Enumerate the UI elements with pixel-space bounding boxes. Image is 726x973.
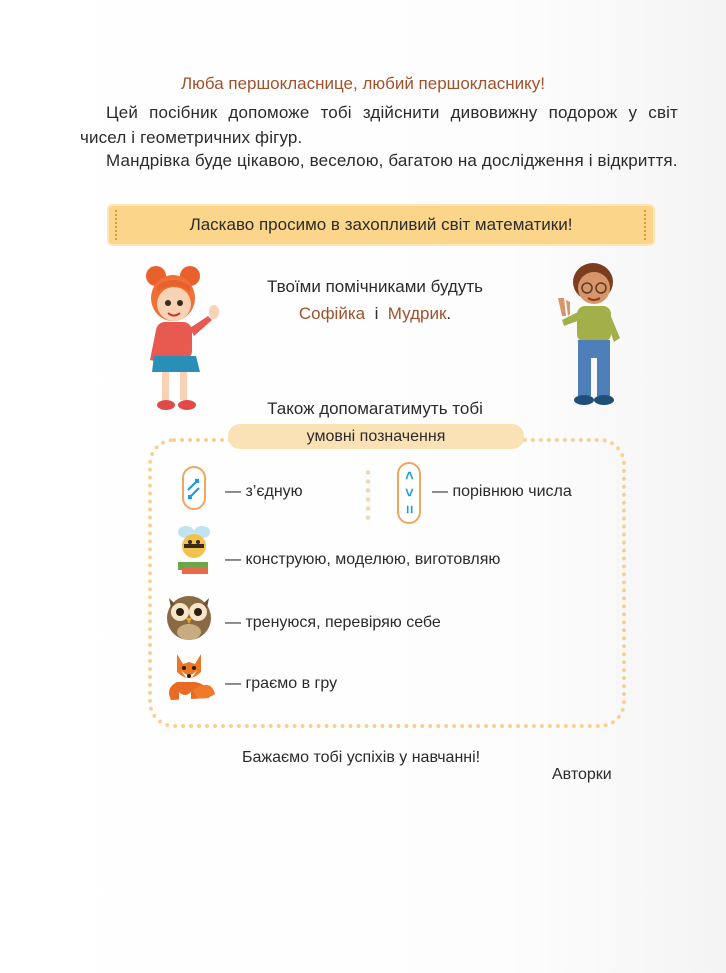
legend-connect-text: — з’єдную [225, 483, 303, 500]
legend-compare-text: — порівнюю числа [432, 483, 572, 500]
legend-divider-dots [364, 468, 372, 524]
helpers-line-2 [230, 300, 520, 327]
compare-symbol-greater: > [400, 488, 418, 497]
closing-wish: Бажаємо тобі успіхів у навчанні! [242, 749, 481, 766]
intro-paragraph-1 [80, 101, 678, 150]
helpers-line-end: . [446, 304, 452, 323]
welcome-banner [109, 206, 653, 244]
compare-symbol-less: < [400, 471, 418, 480]
legend-title-tag [228, 424, 524, 449]
intro-paragraph-2-text: Мандрівка буде цікавою, веселою, багатою на дослідження і відкриття. [106, 151, 678, 170]
helpers-conjunction: і [374, 304, 379, 323]
mudryk-boy-illustration [548, 258, 628, 416]
helpers-line-1: Твоїми помічниками будуть [267, 277, 483, 296]
fox-icon [163, 648, 217, 704]
legend-train-text: — тренуюся, перевіряю себе [225, 614, 441, 631]
greeting-heading: Люба першокласнице, любий першокласнику! [180, 74, 546, 93]
authors-signature: Авторки [552, 766, 612, 783]
legend-play-text: — граємо в гру [225, 675, 338, 692]
intro-paragraph-2 [80, 149, 678, 174]
sofiika-girl-illustration [140, 262, 226, 416]
also-helping-text: Також допомагатимуть тобі [267, 399, 483, 418]
welcome-banner-text: Ласкаво просимо в захопливий світ математики! [189, 215, 573, 234]
connect-icon [182, 466, 206, 510]
legend-frame [148, 438, 626, 728]
helpers-text [230, 273, 520, 327]
legend-title: умовні позначення [306, 428, 446, 445]
compare-symbol-equal: = [400, 505, 418, 514]
bee-builder-icon [172, 524, 214, 576]
helper-name-mudryk: Мудрик [387, 304, 447, 323]
compare-icon [397, 462, 421, 524]
legend-construct-text: — конструюю, моделюю, виготовляю [225, 551, 501, 568]
helper-name-sofiika: Софійка [298, 304, 366, 323]
intro-paragraph-1-text: Цей посібник допоможе тобі здійснити дивовижну подорож у світ чисел і геометричних фігур. [80, 103, 678, 147]
owl-icon [163, 588, 215, 642]
